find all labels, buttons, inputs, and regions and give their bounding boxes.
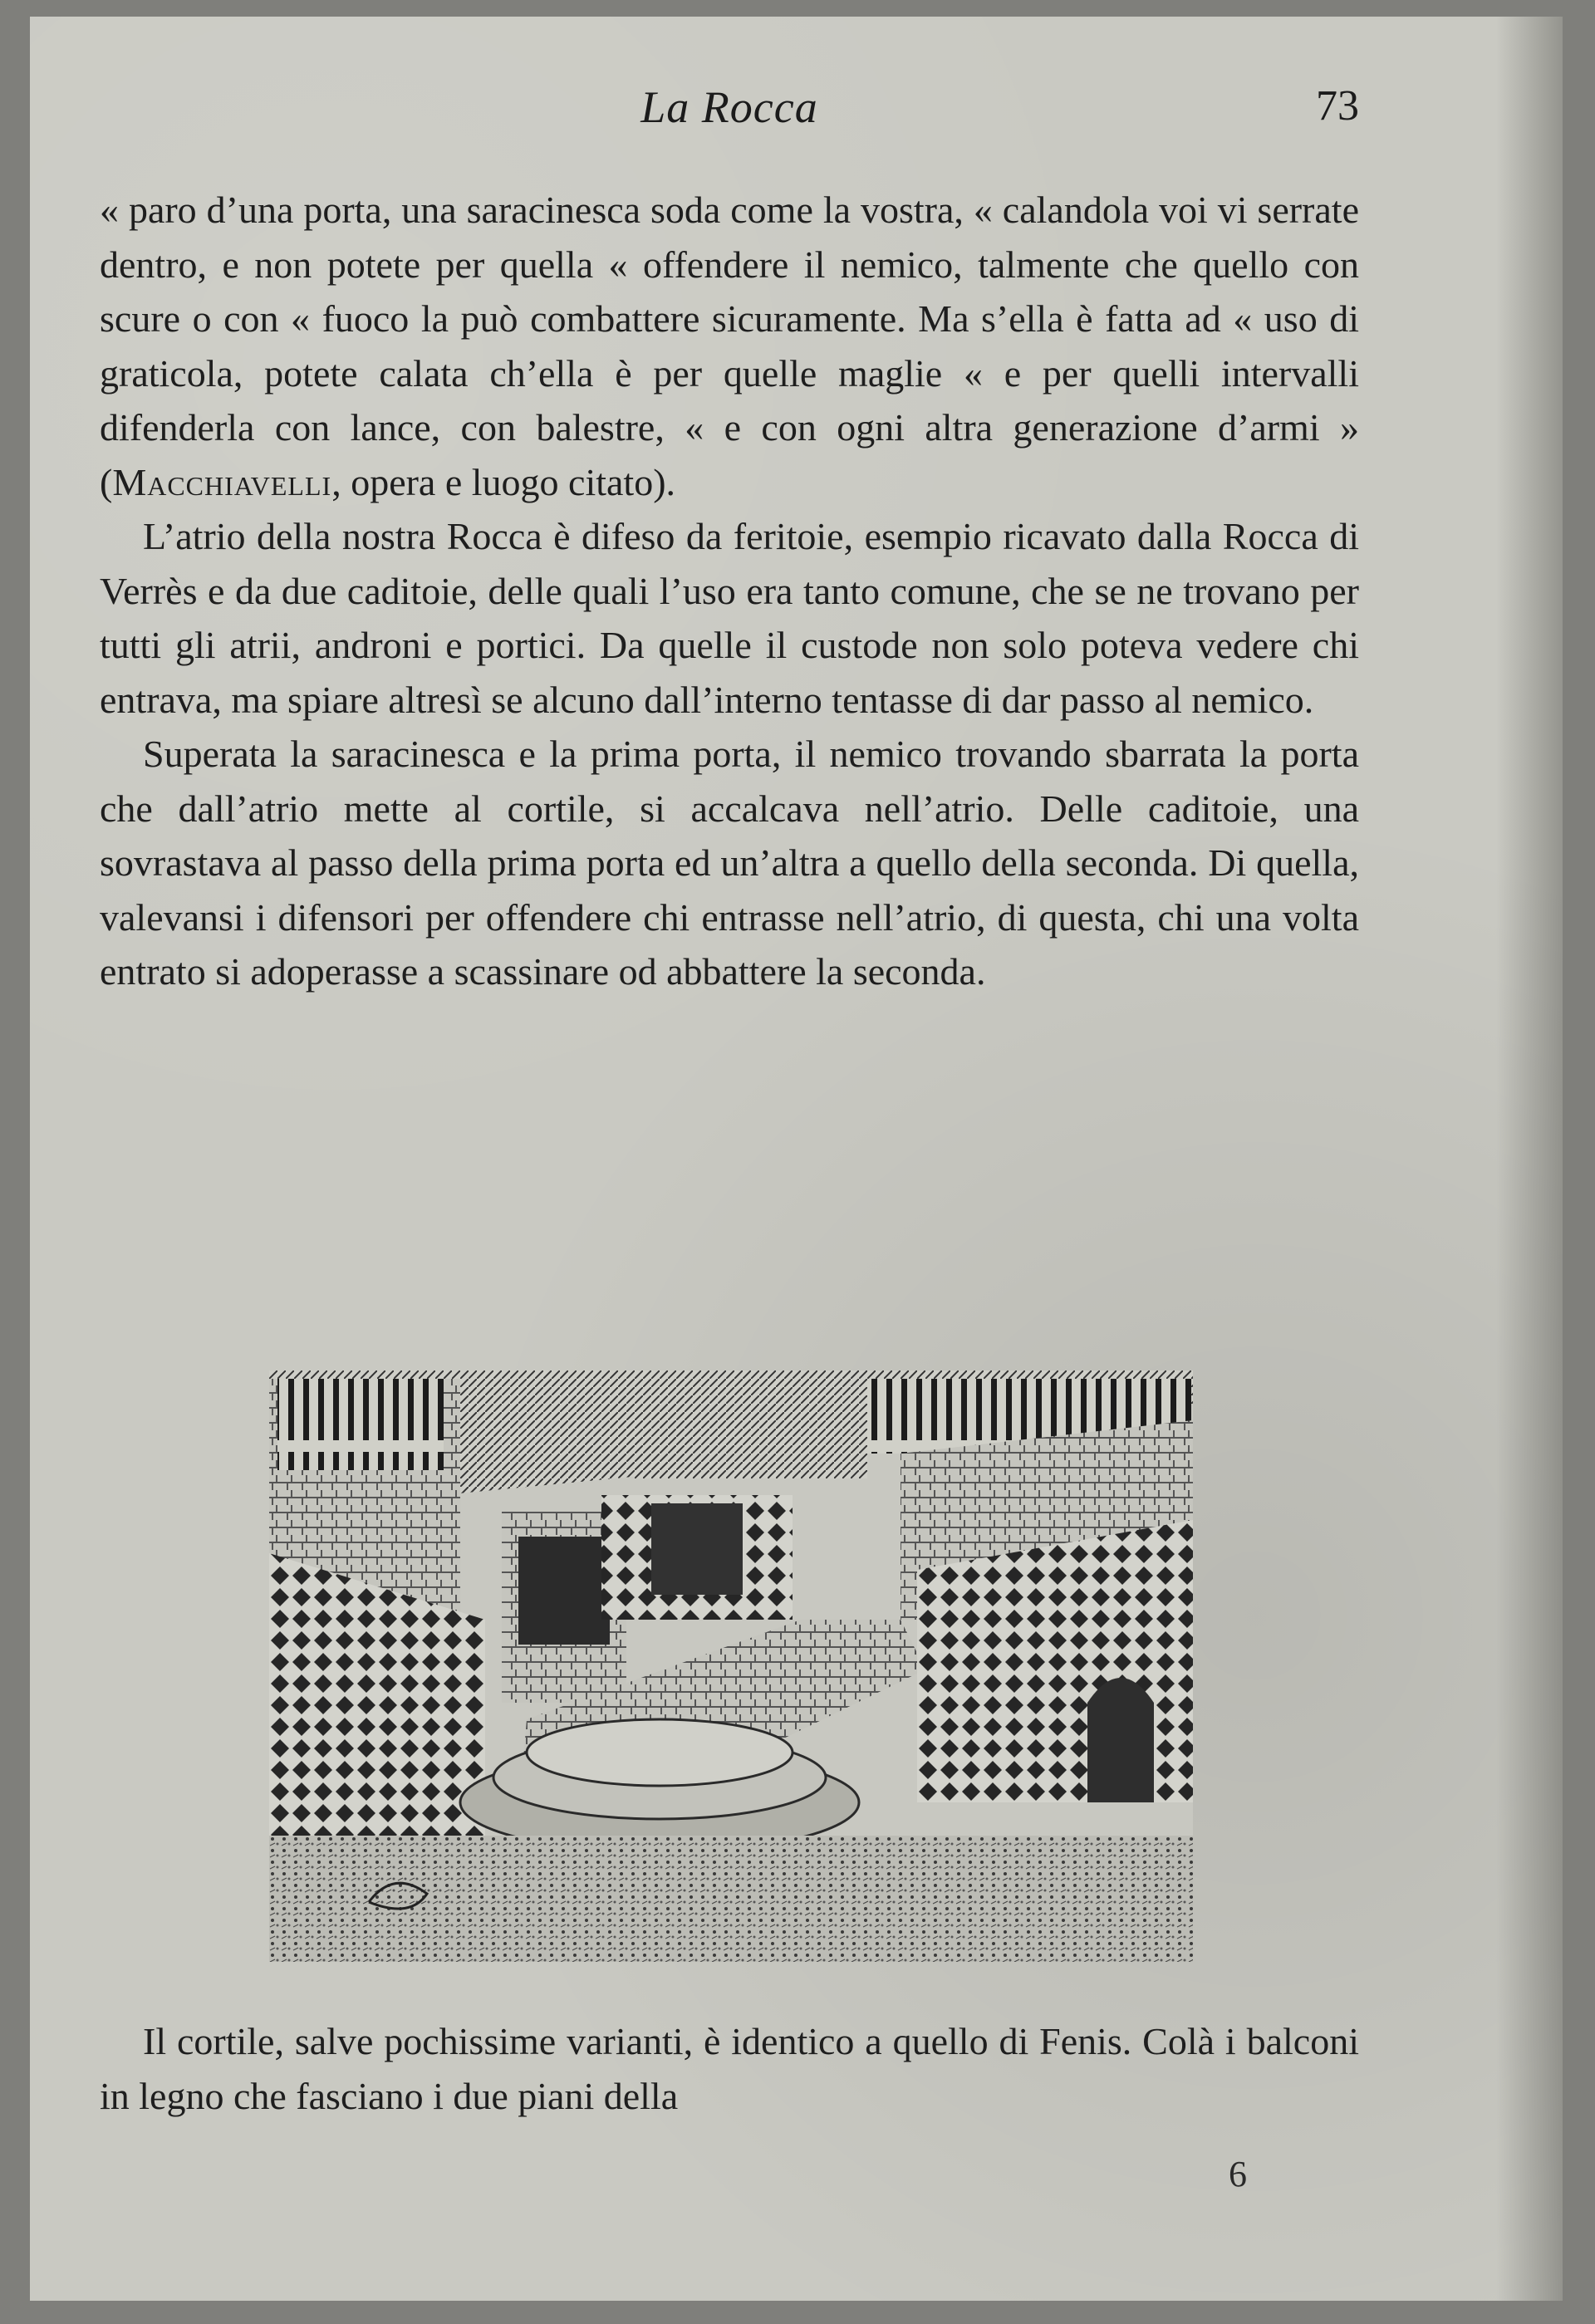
main-text [100,183,1359,999]
paragraph-cortile: Il cortile, salve pochissime varianti, è identico a quello di Fenis. Colà i balconi in legno che fasciano i due piani della [100,2020,1359,2117]
paragraph-quote [100,183,1359,509]
signature-number: 6 [1229,2154,1247,2194]
paragraph-saracinesca: Superata la saracinesca e la prima porta, il nemico trovando sbarrata la porta che dall’atrio mette al cortile, si accalcava nell’atrio. Delle caditoie, una sovrastava al passo della prima porta ed un’altra a quello della seconda. Di quella, valevansi i difensori per offendere chi entrasse nell’atrio, di questa, chi una volta entrato si adoperasse a scassinare od abbattere la seconda. [100,733,1359,993]
courtyard-illustration [269,1370,1193,1962]
paragraph-atrio: L’atrio della nostra Rocca è difeso da feritoie, esempio ricavato dalla Rocca di Verrès e da due caditoie, delle quali l’uso era tanto comune, che se ne trovano per tutti gli atrii, androni e portici. Da quelle il custode non solo poteva vedere chi entrava, ma spiare altresì se alcuno dall’interno tentasse di dar passo al nemico. [100,515,1359,721]
book-page [30,17,1563,2301]
continuation-text [100,2014,1359,2123]
quote-citation: , opera e luogo citato). [331,460,676,503]
author-name: Macchiavelli [112,460,332,503]
quote-text: « paro d’una porta, una saracinesca soda come la vostra, « calandola voi vi serrate dentro, e non potete per quella « offendere il nemico, talmente che quello con scure o con « fuoco la può combattere sicuramente. Ma s’ella è fatta ad « uso di graticola, potete calata ch’ella è per quelle maglie « e per quelli intervalli difenderla con lance, con balestre, « e con ogni altra generazione d’armi » ( [100,189,1359,503]
running-head [100,81,1359,131]
courtyard-engraving [269,1370,1193,1962]
page-edge-shadow [1496,17,1563,2301]
running-title: La Rocca [640,82,818,132]
page-number: 73 [1316,82,1359,130]
